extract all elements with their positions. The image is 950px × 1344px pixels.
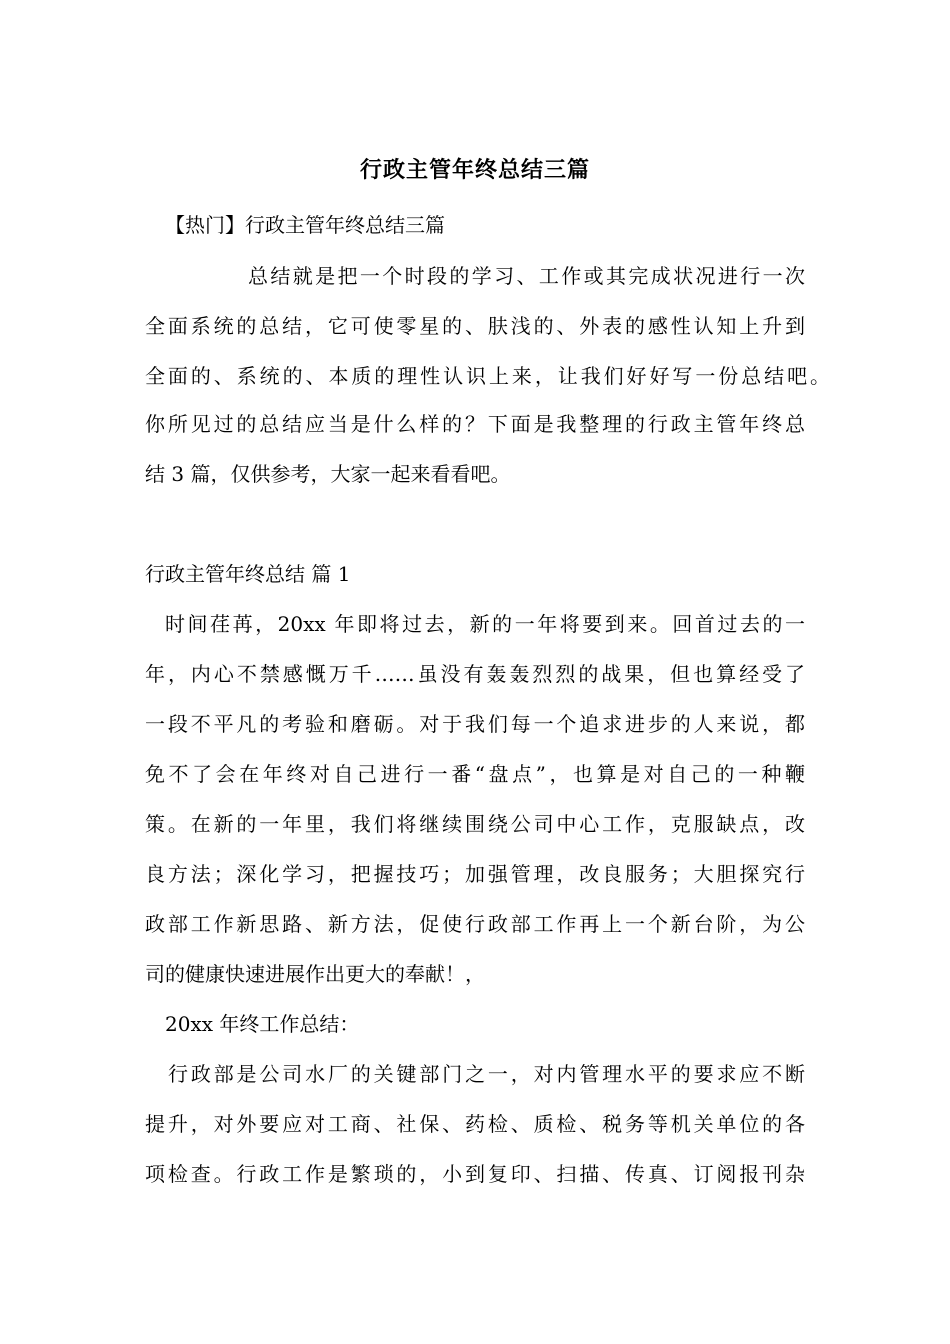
section-1-para-1-line-5: 策。在新的一年里，我们将继续围绕公司中心工作，克服缺点，改 [145,812,805,836]
intro-line-1: 总结就是把一个时段的学习、工作或其完成状况进行一次 [248,264,805,288]
section-1-para-1-line-3: 一段不平凡的考验和磨砺。对于我们每一个追求进步的人来说，都 [145,712,805,736]
intro-line-4: 你所见过的总结应当是什么样的？下面是我整理的行政主管年终总 [145,412,805,436]
section-1-para-1-line-2: 年，内心不禁感慨万千……虽没有轰轰烈烈的战果，但也算经受了 [145,662,805,686]
section-1-para-2-line-3: 项检查。行政工作是繁琐的，小到复印、扫描、传真、订阅报刊杂 [145,1162,805,1186]
intro-line-5: 结 3 篇，仅供参考，大家一起来看看吧。 [145,462,511,486]
section-1-para-1-line-8: 司的健康快速进展作出更大的奉献！， [145,962,485,986]
section-1-subheading: 20xx 年终工作总结： [165,1012,360,1036]
section-1-para-1-line-7: 政部工作新思路、新方法，促使行政部工作再上一个新台阶，为公 [145,912,805,936]
section-1-para-2-line-1: 行政部是公司水厂的关键部门之一，对内管理水平的要求应不断 [168,1062,805,1086]
section-1-heading: 行政主管年终总结 篇 1 [145,562,351,586]
document-subtitle: 【热门】行政主管年终总结三篇 [165,213,445,237]
section-1-para-2-line-2: 提升，对外要应对工商、社保、药检、质检、税务等机关单位的各 [145,1112,805,1136]
intro-line-2: 全面系统的总结，它可使零星的、肤浅的、外表的感性认知上升到 [145,314,805,338]
document-title: 行政主管年终总结三篇 [359,157,590,183]
intro-line-3: 全面的、系统的、本质的理性认识上来，让我们好好写一份总结吧。 [145,364,830,388]
section-1-para-1-line-1: 时间荏苒，20xx 年即将过去，新的一年将要到来。回首过去的一 [165,612,805,636]
section-1-para-1-line-4: 免不了会在年终对自己进行一番“盘点”，也算是对自己的一种鞭 [145,762,805,786]
section-1-para-1-line-6: 良方法；深化学习，把握技巧；加强管理，改良服务；大胆探究行 [145,862,805,886]
